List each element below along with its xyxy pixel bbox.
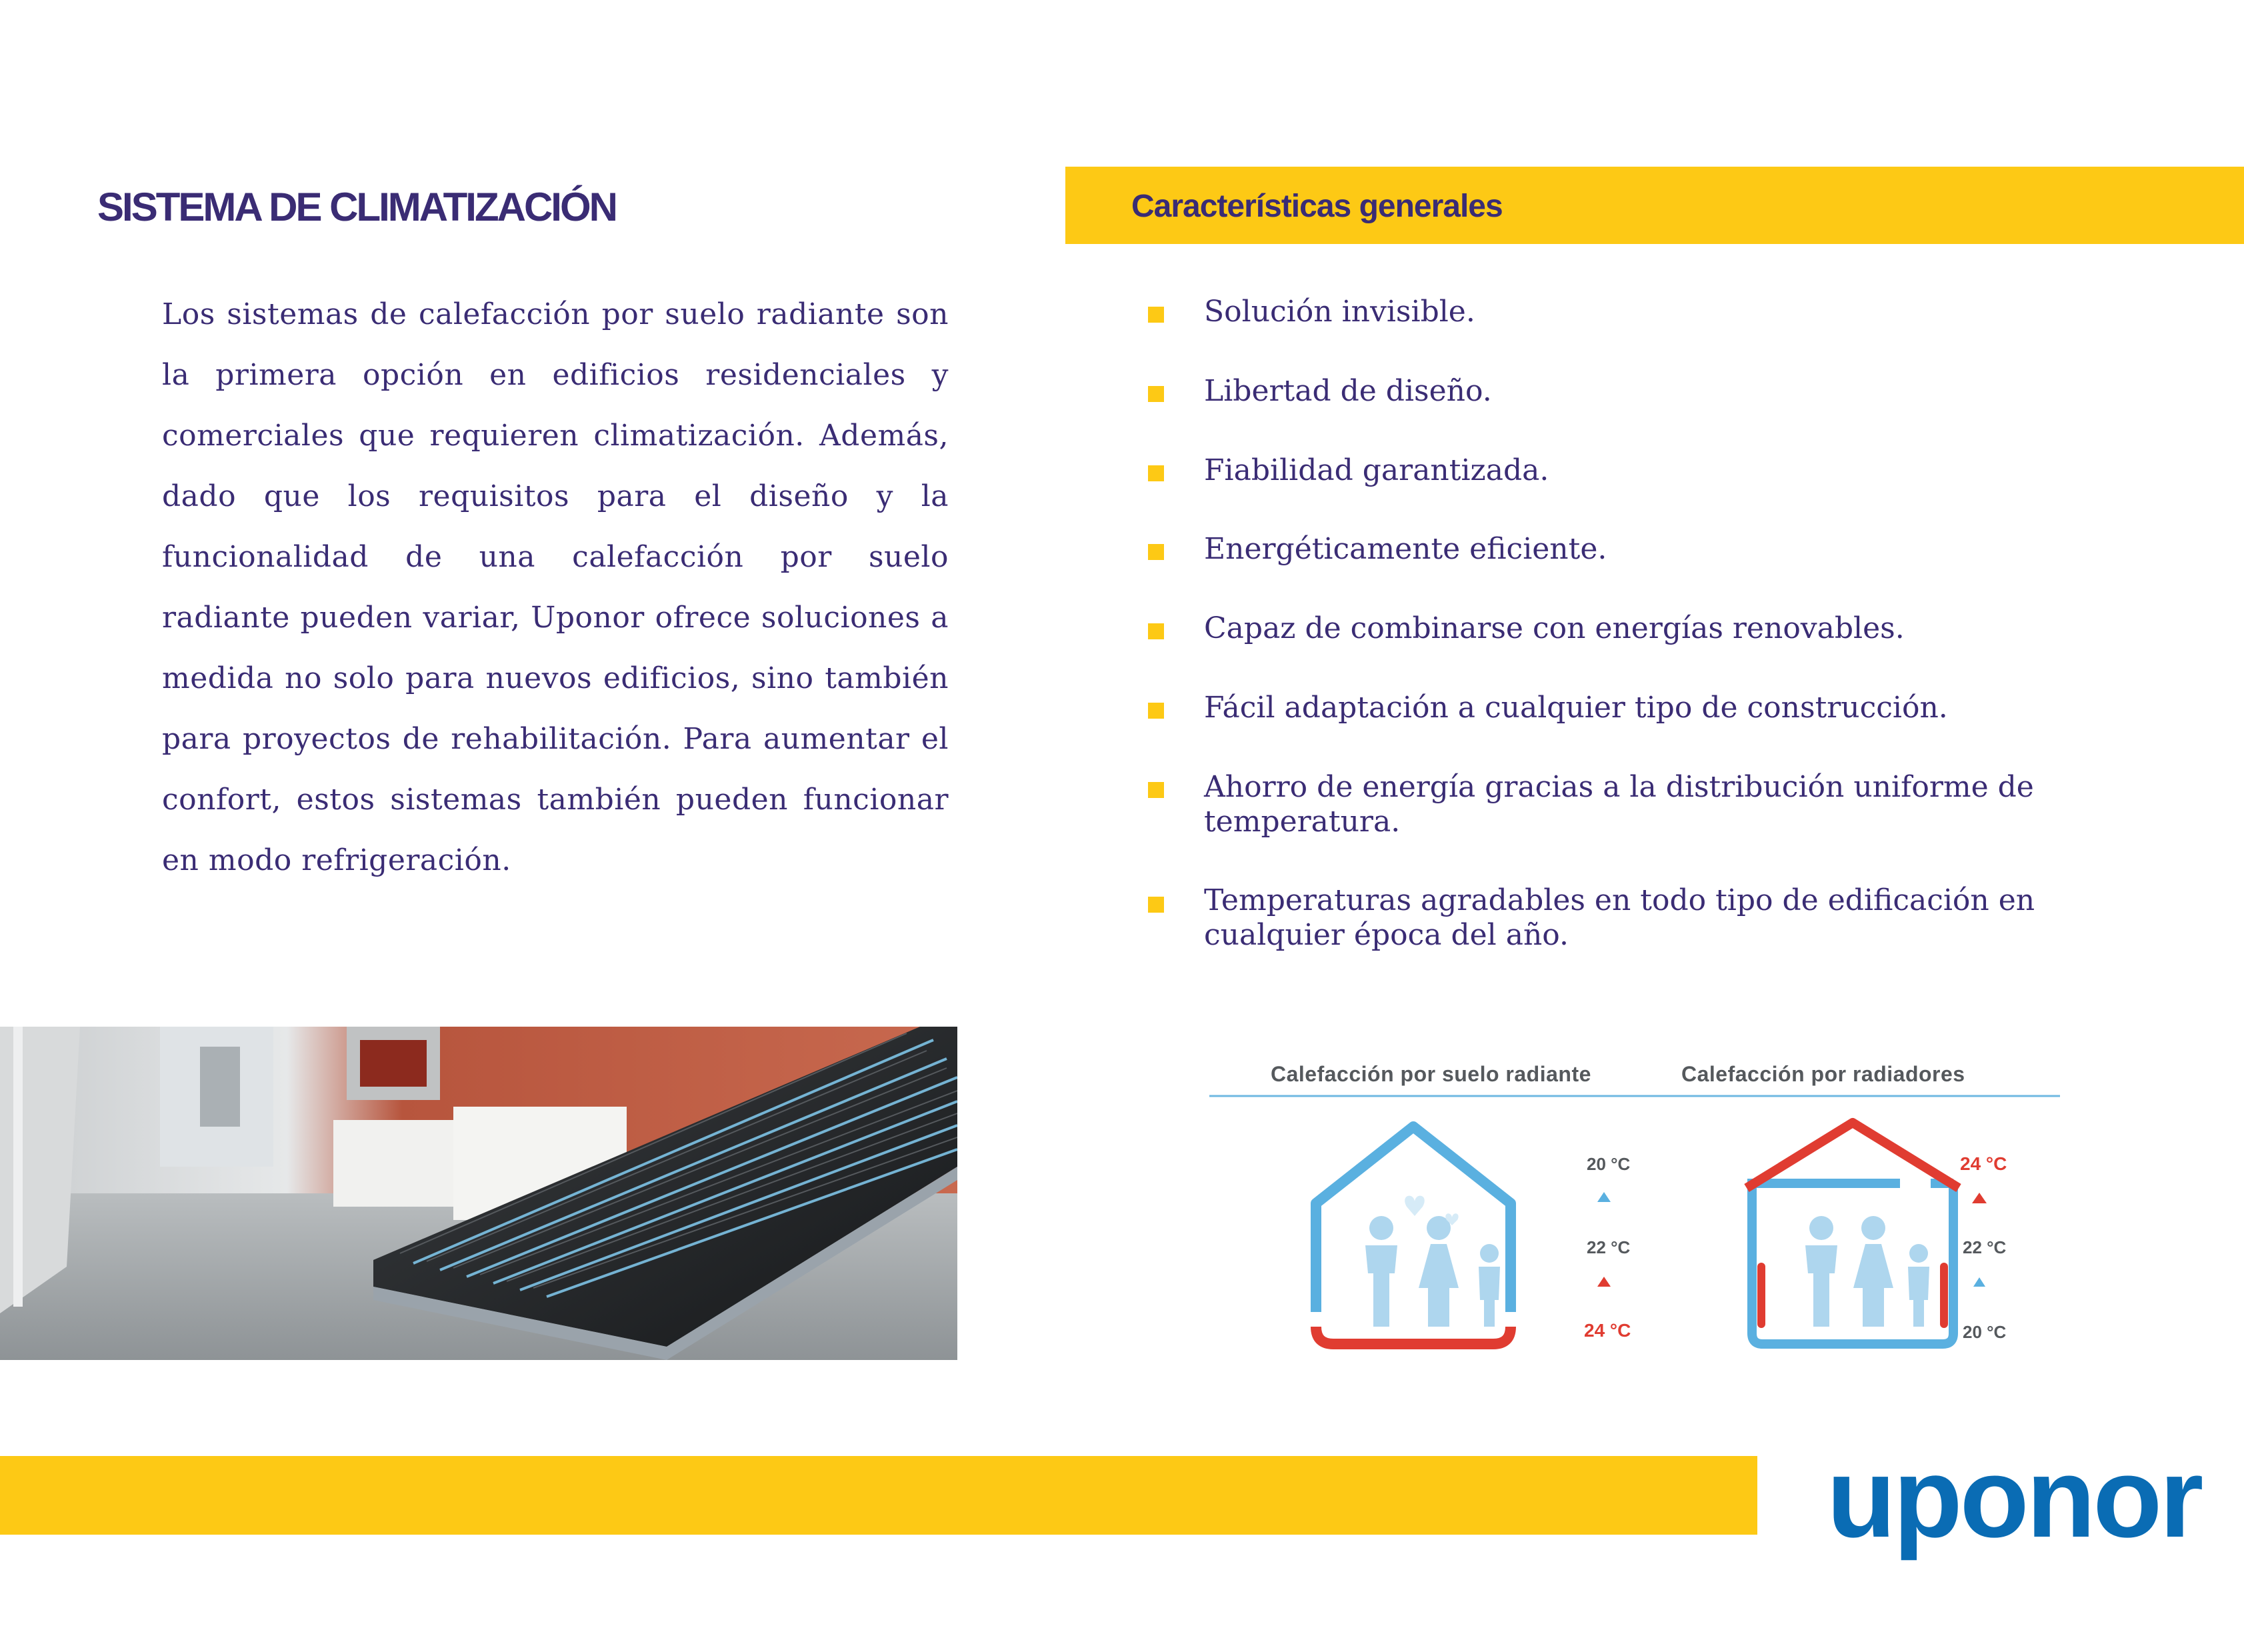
footer-bar: [0, 1456, 1757, 1535]
bullet-icon: [1148, 386, 1164, 402]
temp-label: 20 °C: [1963, 1322, 2007, 1342]
family-icon: [1805, 1216, 1929, 1327]
arrow-up-icon: [1597, 1192, 1611, 1202]
feature-text: Fácil adaptación a cualquier tipo de construcción.: [1204, 691, 1948, 725]
arrow-up-icon: [1972, 1193, 1987, 1203]
family-icon: [1365, 1196, 1500, 1327]
temp-label: 20 °C: [1587, 1154, 1631, 1174]
bullet-icon: [1148, 307, 1164, 323]
bullet-icon: [1148, 465, 1164, 481]
house-radiators: [1747, 1123, 2007, 1344]
page-title: SISTEMA DE CLIMATIZACIÓN: [97, 185, 616, 229]
temp-label: 22 °C: [1587, 1237, 1631, 1257]
feature-text: Capaz de combinarse con energías renovables.: [1204, 611, 1905, 645]
bullet-icon: [1148, 703, 1164, 719]
feature-text: Libertad de diseño.: [1204, 374, 1492, 408]
bullet-icon: [1148, 623, 1164, 639]
temp-label: 24 °C: [1584, 1320, 1631, 1341]
features-title: Características generales: [1131, 189, 1503, 224]
uponor-logo: uponor: [1827, 1435, 2201, 1561]
feature-text: Fiabilidad garantizada.: [1204, 453, 1549, 487]
feature-text: Temperaturas agradables en todo tipo de edificación en cualquier época del año.: [1204, 883, 2035, 952]
bullet-icon: [1148, 544, 1164, 560]
diagram-label-radiators: Calefacción por radiadores: [1681, 1062, 1965, 1086]
bullet-icon: [1148, 782, 1164, 798]
bullet-icon: [1148, 897, 1164, 913]
arrow-up-icon: [1973, 1277, 1985, 1287]
house-radiant-floor: [1316, 1127, 1631, 1344]
heating-comparison-diagram: [1207, 1040, 2067, 1373]
intro-paragraph: Los sistemas de calefacción por suelo radiante son la primera opción en edificios residenciales y comerciales que requieren climatización. Además, dado que los requisitos para el diseño y la funcionalidad de una calefacción por suelo radiante pueden variar, Uponor ofrece soluciones a medida no solo para nuevos edificios, sino también para proyectos de rehabilitación. Para aumentar el confort, estos sistemas también pueden funcionar en modo refrigeración.: [162, 297, 949, 877]
feature-text: Solución invisible.: [1204, 295, 1475, 329]
underfloor-heating-photo: [0, 1027, 957, 1360]
temp-label: 24 °C: [1960, 1153, 2007, 1174]
feature-text: Energéticamente eficiente.: [1204, 532, 1607, 566]
arrow-up-icon: [1597, 1277, 1611, 1287]
temp-label: 22 °C: [1963, 1237, 2007, 1257]
diagram-label-radiant-floor: Calefacción por suelo radiante: [1271, 1062, 1591, 1086]
feature-text: Ahorro de energía gracias a la distribución uniforme de temperatura.: [1204, 770, 2034, 839]
